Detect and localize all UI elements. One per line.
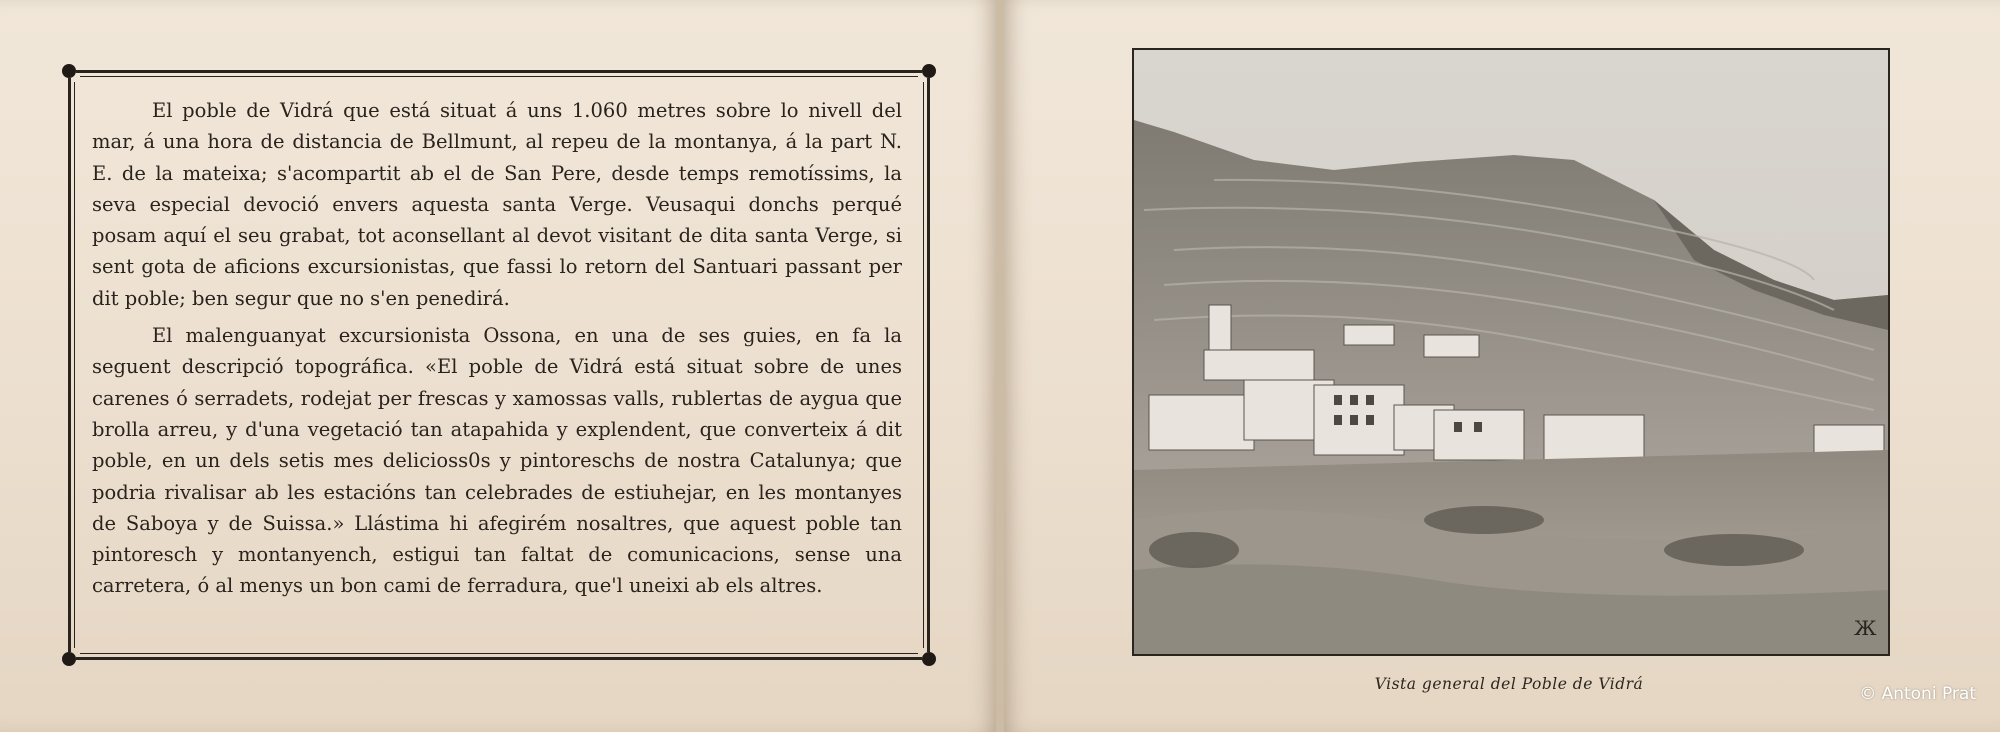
photo-caption: Vista general del Poble de Vidrá [1374, 675, 1644, 693]
corner-dot-icon [62, 64, 76, 78]
body-text [92, 95, 902, 608]
svg-text:Ж: Ж [1854, 616, 1877, 640]
village-photograph [1132, 48, 1890, 656]
book-gutter [996, 0, 1004, 732]
corner-dot-icon [922, 64, 936, 78]
corner-dot-icon [62, 652, 76, 666]
paragraph-2: El malenguanyat excursionista Ossona, en una de ses guies, en fa la seguent descripció topográfica. «El poble de Vidrá está situat sobre de unes carenes ó serradets, rodejat per frescas y xamossas valls, rublertas de aygua que brolla arreu, y d'una vegetació tan atapahida y explendent, que converteix á dit poble, en un dels setis mes delicioss0s y pintoreschs de nostra Catalunya; que podria rivalisar ab les estacións tan celebrades de estiuhejar, en les montanyes de Saboya y de Suissa.» Llástima hi afegirém nosaltres, que aquest poble tan pintoresch y montanyench, estigui tan faltat de comunicacions, sense una carretera, ó al menys un bon cami de ferradura, que'l uneixi ab els altres. [92, 324, 902, 598]
paragraph-1: El poble de Vidrá que está situat á uns 1.060 metres sobre lo nivell del mar, á una hora de distancia de Bellmunt, al repeu de la montanya, á la part N. E. de la mateixa; s'acompartit ab el de San Pere, desde temps remotíssims, la seva especial devoció envers aquesta santa Verge. Veusaqui donchs perqué posam aquí el seu grabat, tot aconsellant al devot visitant de dita santa Verge, si sent gota de aficions excursionistas, que fassi lo retorn del Santuari passant per dit poble; ben segur que no s'en penedirá. [92, 99, 902, 310]
copyright-watermark: © Antoni Prat [1859, 684, 1976, 704]
corner-dot-icon [922, 652, 936, 666]
